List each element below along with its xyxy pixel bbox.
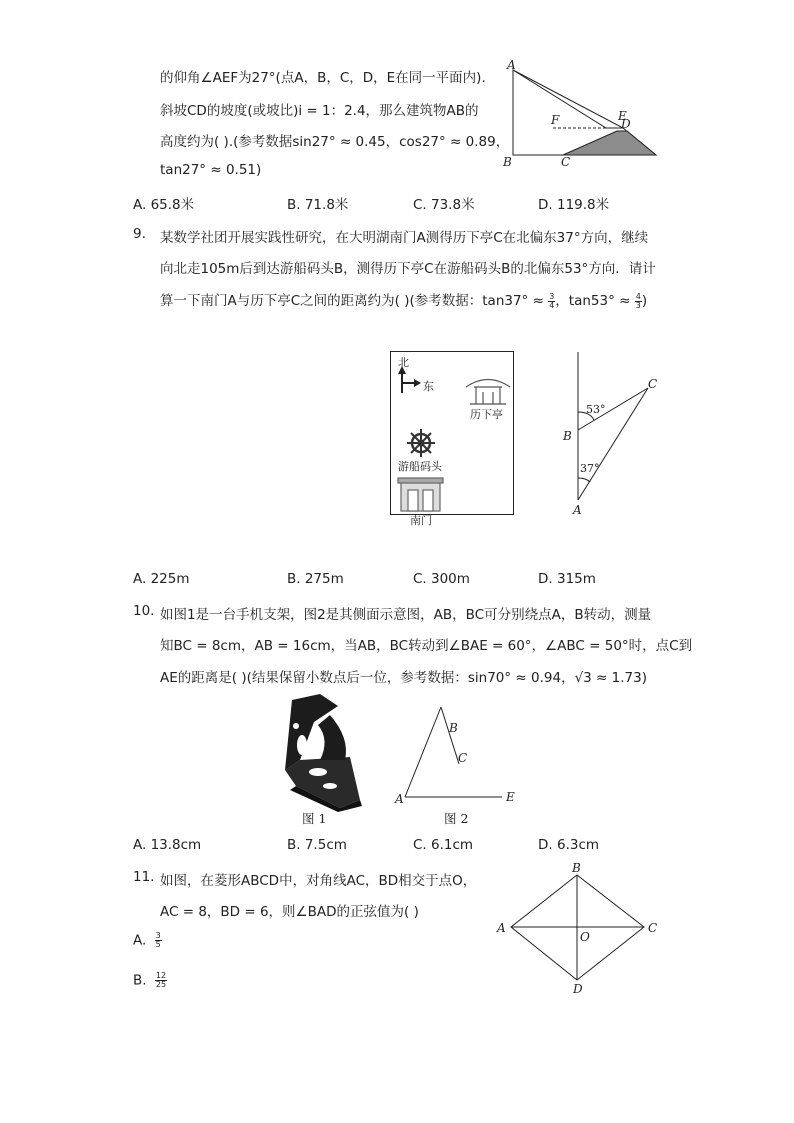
q9-option-d[interactable]: D. 315m xyxy=(538,571,596,587)
q11-option-b-fraction: $\frac{12}{25}$ xyxy=(155,971,167,989)
q9-fraction-3-4: $\frac{3}{4}$ xyxy=(549,291,555,310)
q9-angle-53: 53° xyxy=(586,403,606,416)
q9-label-B: B xyxy=(563,429,572,443)
q8-option-b[interactable]: B. 71.8米 xyxy=(287,197,349,213)
q11-label-O: O xyxy=(580,930,590,944)
gate-label: 南门 xyxy=(410,514,432,527)
q11-label-C: C xyxy=(648,921,658,935)
q9-option-b[interactable]: B. 275m xyxy=(287,571,344,587)
q10-fig2-caption: 图 2 xyxy=(444,811,469,826)
q10-option-d[interactable]: D. 6.3cm xyxy=(538,837,600,853)
q9-fraction-4-3: $\frac{4}{3}$ xyxy=(635,291,641,310)
q8-option-c[interactable]: C. 73.8米 xyxy=(413,197,475,213)
q10-line1: 如图1是一台手机支架，图2是其侧面示意图，AB，BC可分别绕点A，B转动，测量 xyxy=(160,607,652,623)
q9-line3: 算一下南门A与历下亭C之间的距离约为( )(参考数据：tan37° ≈ $\frac{3}{4}$ ，tan53° ≈ $\frac{4}{3}$ ) xyxy=(160,291,648,310)
q9-number: 9. xyxy=(133,226,146,242)
q11-option-a[interactable]: A. $\frac{3}{5}$ xyxy=(133,931,161,949)
q9-line2: 向北走105m后到达游船码头B，测得历下亭C在游船码头B的北偏东53°方向．请计 xyxy=(160,261,656,277)
q11-label-B: B xyxy=(572,861,581,875)
q10-line3: AE的距离是( )(结果保留小数点后一位，参考数据：sin70° ≈ 0.94，√3 ≈ 1.73) xyxy=(160,670,647,686)
q10-line2: 知BC = 8cm，AB = 16cm，当AB，BC转动到∠BAE = 60°，∠ABC = 50°时，点C到 xyxy=(160,638,693,654)
q11-number: 11. xyxy=(133,869,155,885)
q9-label-A: A xyxy=(573,503,582,517)
q9-label-C: C xyxy=(648,377,658,391)
q8-line3: 高度约为( ).(参考数据sin27° ≈ 0.45，cos27° ≈ 0.89， xyxy=(160,134,510,150)
q8-line1: 的仰角∠AEF为27°(点A，B，C，D，E在同一平面内). xyxy=(160,70,486,86)
east-label: 东 xyxy=(423,380,434,393)
north-label: 北 xyxy=(398,356,409,369)
q8-option-d[interactable]: D. 119.8米 xyxy=(538,197,610,213)
q11-label-A: A xyxy=(497,921,506,935)
q10-label-B: B xyxy=(449,721,458,735)
pier-label: 游船码头 xyxy=(398,460,442,473)
pavilion-label: 历下亭 xyxy=(470,408,503,421)
q8-label-B: B xyxy=(503,155,512,169)
q8-label-D: D xyxy=(621,117,631,131)
q10-label-C: C xyxy=(458,751,468,765)
q8-label-C: C xyxy=(561,155,571,169)
q11-line1: 如图，在菱形ABCD中，对角线AC，BD相交于点O， xyxy=(160,873,477,889)
q10-number: 10. xyxy=(133,603,155,619)
q8-label-A: A xyxy=(507,58,516,72)
q11-option-b[interactable]: B. $\frac{12}{25}$ xyxy=(133,971,167,989)
q10-option-c[interactable]: C. 6.1cm xyxy=(413,837,474,853)
q10-label-E: E xyxy=(506,790,515,804)
q11-option-a-fraction: $\frac{3}{5}$ xyxy=(155,931,161,949)
q8-label-F: F xyxy=(551,113,560,127)
q11-line2: AC = 8，BD = 6，则∠BAD的正弦值为( ) xyxy=(160,904,419,920)
q9-option-a[interactable]: A. 225m xyxy=(133,571,190,587)
q9-line1: 某数学社团开展实践性研究，在大明湖南门A测得历下亭C在北偏东37°方向，继续 xyxy=(160,230,649,246)
q10-fig1-caption: 图 1 xyxy=(302,811,327,826)
q8-option-a[interactable]: A. 65.8米 xyxy=(133,197,195,213)
q8-line2: 斜坡CD的坡度(或坡比)i = 1：2.4，那么建筑物AB的 xyxy=(160,103,479,119)
q11-label-D: D xyxy=(573,982,583,996)
q9-option-c[interactable]: C. 300m xyxy=(413,571,470,587)
q8-label-E: E xyxy=(618,109,627,123)
q10-option-a[interactable]: A. 13.8cm xyxy=(133,837,202,853)
q10-option-b[interactable]: B. 7.5cm xyxy=(287,837,347,853)
q9-angle-37: 37° xyxy=(580,462,600,475)
q8-line4: tan27° ≈ 0.51) xyxy=(160,162,262,178)
q10-label-A: A xyxy=(395,792,404,806)
